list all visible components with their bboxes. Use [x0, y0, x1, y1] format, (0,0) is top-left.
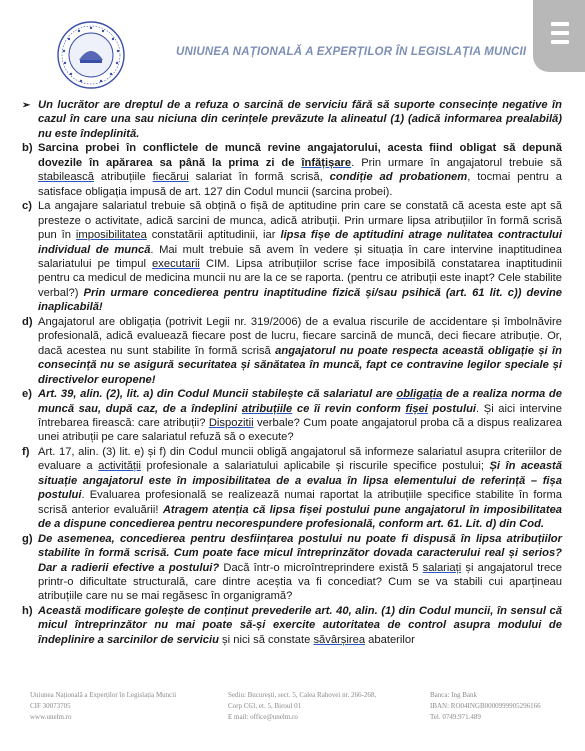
paragraph-item — [22, 98, 562, 141]
text-run: ce îi revin conform — [292, 402, 406, 415]
text-run: . Și aici intervine întrebarea firească: care atribuții? — [38, 402, 562, 429]
paragraph-text — [38, 199, 562, 315]
paragraph-text — [38, 532, 562, 604]
text-run: . Prin urmare în angajatorul trebuie să — [351, 156, 562, 169]
text-run: executarii — [152, 257, 200, 270]
paragraph-marker: b) — [22, 142, 33, 155]
page-footer — [30, 690, 550, 734]
paragraph-marker: d) — [22, 315, 33, 328]
text-run: CIM. Lipsa atribuțiilor scrise face imposibilă constatarea inaptitudinii pentru ca medicul de medicina muncii nu are la ce se raporta. (pentru ce atribuții este inapt? Cele stabilite verbal?) — [38, 257, 563, 299]
paragraph-text — [38, 604, 562, 647]
footer-line: Corp C63, et. 5, Biroul 01 — [228, 702, 302, 710]
text-run: de a realiza norma de muncă sau, după caz, de a îndeplini — [38, 388, 562, 415]
text-run: . Evaluarea profesională se realizează numai raportat la atribuțiile specifice stabilite în forma scrisă anterior evaluării! — [38, 489, 562, 516]
logo-seal — [56, 20, 126, 90]
paragraph-marker: ➢ — [22, 100, 31, 111]
footer-address-info — [228, 690, 438, 723]
footer-line: Uniunea Națională a Experților în Legislația Muncii — [30, 691, 177, 699]
menu-button[interactable] — [533, 0, 585, 72]
text-run: De asemenea, concedierea pentru desființarea postului nu poate fi dispusă în lipsa atribuțiilor stabilite în formă scrisă. Cum poate face micul întreprinzător dovada caracterului real și serios? Dar a radierii efective a postului? — [38, 532, 562, 574]
text-run: obligația — [396, 388, 443, 401]
text-run: și angajatorul trece printr-o dificultate structurală, care dintre aceștia va fi concediat? Cum se va stabili cui aparțineau atribuțiile care nu se mai regăsesc în organigramă? — [38, 561, 562, 603]
text-run: și nici să constate — [218, 633, 314, 646]
text-run: fiecărui — [152, 171, 189, 184]
footer-line: Banca: Ing Bank — [430, 691, 478, 699]
footer-line: Sediu: București, sect. 5, Calea Rahovei nr. 266-268, — [228, 691, 377, 699]
text-run: Art. 39, alin. (2), lit. a) din Codul Muncii stabilește că salariatul are — [38, 388, 397, 401]
document-body — [22, 98, 562, 647]
footer-bank-info — [430, 690, 560, 723]
text-run: Această modificare golește de conținut prevederile art. 40, alin. (1) din Codul muncii, în sensul că micul întreprinzător nu mai poate să-și exercite autoritatea de control asupra modului de îndeplinire a sarcinilor de serviciu — [38, 604, 562, 646]
text-run: , tocmai pentru a satisface obligația impusă de art. 127 din Codul muncii (sarcina probei). — [38, 171, 562, 198]
text-run: Art. 17, alin. (3) lit. e) și f) din Codul muncii obligă angajatorul să informeze salariatul asupra criteriilor de evaluare a — [38, 445, 562, 473]
paragraph-text — [38, 445, 562, 532]
text-run: abaterilor — [365, 633, 415, 646]
text-run: verbale? Cum poate angajatorul proba că a dispus realizarea unei atribuții pe care salariatul refuză să o execute? — [38, 416, 563, 444]
text-run: condiție ad probationem — [329, 171, 468, 184]
paragraph-text — [38, 315, 562, 387]
text-run: lipsa fișe de aptitudini atrage nulitatea contractului individual de muncă — [38, 229, 562, 256]
text-run: Dispozitii — [208, 416, 254, 429]
paragraph-marker: f) — [22, 445, 30, 458]
text-run: La angajare salariatul trebuie să obțină o fișă de aptitudine prin care se constată că acesta este apt să presteze o activitate, adică sarcini de munca, adică atribuții. Prin urmare lipsa atribuțiilor în formă scrisă pun în — [38, 200, 562, 242]
text-run: fișei — [405, 402, 428, 415]
text-run: atribuțiile — [93, 171, 153, 184]
text-run: postului — [427, 402, 477, 415]
text-run: Și în această situație angajatorul este în imposibilitatea de a evalua în lipsa elementului de referință – fișa postului — [38, 460, 562, 502]
text-run: profesionale a salariatului aplicabile și riscurile specifice postului; — [141, 460, 490, 473]
text-run: săvârșirea — [313, 633, 366, 646]
paragraph-text — [38, 98, 562, 141]
menu-icon — [551, 22, 569, 49]
paragraph-item — [22, 445, 562, 532]
paragraph-text — [38, 387, 562, 445]
paragraph-text — [38, 141, 562, 199]
paragraph-item — [22, 532, 562, 604]
paragraph-item — [22, 141, 562, 199]
paragraph-marker: e) — [22, 388, 32, 401]
text-run: Un lucrător are dreptul de a refuza o sarcină de serviciu fără să suporte consecințe negative în cazul în care una sau niciuna din cerințele prevăzute la alineatul (1) (adică informarea prealabilă) nu este îndeplinită. — [38, 99, 562, 140]
text-run: activității — [98, 460, 142, 473]
text-run: . Mai mult trebuie să avem în vedere și situația în care intervine inaptitudinea salariatului pe timpul — [38, 243, 563, 270]
paragraph-item — [22, 199, 562, 315]
paragraph-item — [22, 387, 562, 445]
text-run: înfățișare — [301, 156, 352, 169]
footer-phone: Tel. 0749.971.489 — [430, 713, 481, 721]
text-run: Prin urmare concedierea pentru inaptitudine fizică și/sau psihică (art. 61 lit. c)) devine inaplicabilă! — [38, 286, 562, 314]
paragraph-item — [22, 604, 562, 647]
paragraph-marker: g) — [22, 532, 33, 545]
footer-website[interactable]: www.unelm.ro — [30, 713, 72, 721]
text-run: Atragem atenția că lipsa fișei postului pune angajatorul în imposibilitatea de a dispune concedierea pentru necorespundere profesională, conform art. 61. Lit. d) din Cod. — [38, 503, 563, 531]
text-run: imposibilitatea — [75, 229, 147, 242]
organization-title: UNIUNEA NAȚIONALĂ A EXPERȚILOR ÎN LEGISLAȚIA MUNCII — [176, 46, 527, 58]
text-run: stabilească — [38, 171, 94, 184]
footer-organization-info — [30, 690, 230, 723]
text-run: Angajatorul are obligația (potrivit Legii nr. 319/2006) de a evalua riscurile de accidentare și îmbolnăvire profesională, adică evaluează fiecare post de lucru, fiecare sarcină de muncă, deci fiecare atribuție. Or, dacă acestea nu sunt stabilite în formă scrisă — [38, 315, 562, 357]
text-run: Dacă într-o microîntreprindere există 5 — [219, 561, 423, 574]
text-run: Sarcina probei în conflictele de muncă revine angajatorului, acesta fiind obligat să depună dovezile în apărarea sa până la prima zi de — [38, 142, 562, 169]
paragraph-marker: c) — [22, 200, 32, 213]
footer-line: IBAN: RO04INGB0000999905296166 — [430, 702, 541, 710]
text-run: salariați — [422, 561, 462, 574]
text-run: angajatorul nu poate respecta această obligație și în consecință nu se asigură securitatea și sănătatea în muncă, fapt ce contravine legilor speciale și directivelor europene! — [38, 344, 562, 386]
text-run: constatării aptitudinii, iar — [146, 229, 281, 242]
text-run: salariat în formă scrisă, — [188, 171, 330, 184]
paragraph-item — [22, 315, 562, 387]
text-run: atribuțiile — [241, 402, 293, 415]
footer-email[interactable]: E mail: office@unelm.ro — [228, 713, 298, 721]
footer-line: CIF 30073705 — [30, 702, 71, 710]
paragraph-marker: h) — [22, 604, 33, 617]
